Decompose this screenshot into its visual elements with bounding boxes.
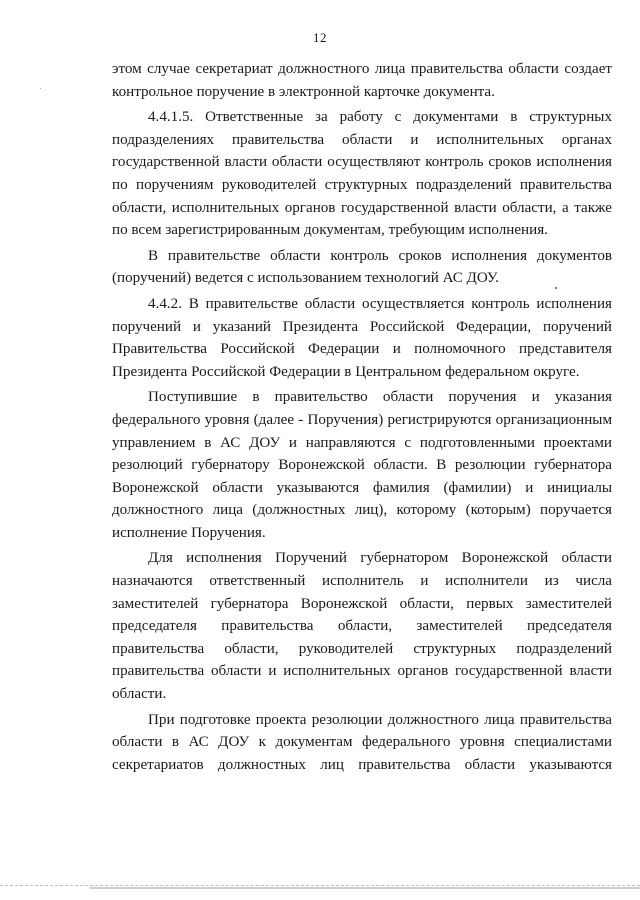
paragraph-4-4-1-5: 4.4.1.5. Ответственные за работу с документами в структурных подразделениях правительства области и исполнительных органах государственной власти области осуществляют контроль сроков исполнения по поручениям руководителей структурных подразделений правительства области, исполнительных органов государственной власти области, а также по всем зарегистрированным документам, требующим исполнения.: [112, 109, 612, 239]
page-number: 12: [313, 30, 327, 45]
scan-speck: [40, 88, 41, 89]
paragraph-resolution-draft: При подготовке проекта резолюции должностного лица правительства области в АС ДОУ к документам федерального уровня специалистами секретариатов должностных лиц правительства области указываются: [112, 711, 612, 773]
paragraph-4-4-2: 4.4.2. В правительстве области осуществляется контроль исполнения поручений и указаний Президента Российской Федерации, поручений Правительства Российской Федерации и полномочного представителя Президента Российской Федерации в Центральном федеральном округе.: [112, 295, 612, 380]
paragraph-continuation: этом случае секретариат должностного лица правительства области создает контрольное поручение в электронной карточке документа.: [112, 61, 612, 100]
paragraph-executors: Для исполнения Поручений губернатором Воронежской области назначаются ответственный исполнитель и исполнители из числа заместителей губернатора Воронежской области, первых заместителей председателя правительства области, заместителей председателя правительства области, руководителей структурных подразделений правительства области и исполнительных органов государственной власти области.: [112, 550, 612, 703]
paragraph-received-orders: Поступившие в правительство области поручения и указания федерального уровня (далее - Поручения) регистрируются организационным управлением в АС ДОУ и направляются с подготовленными проектами резолюций губернатору Воронежской области. В резолюции губернатора Воронежской области указываются фамилия (фамилии) и инициалы должностного лица (должностных лиц), которому (которым) поручается исполнение Поручения.: [112, 389, 612, 541]
document-body: [112, 58, 612, 779]
scan-edge-line: [0, 885, 640, 886]
scan-speck: [555, 287, 557, 289]
scan-edge-shadow: [90, 887, 640, 889]
paragraph-control-deadlines: В правительстве области контроль сроков исполнения документов (поручений) ведется с использованием технологий АС ДОУ.: [112, 247, 612, 287]
